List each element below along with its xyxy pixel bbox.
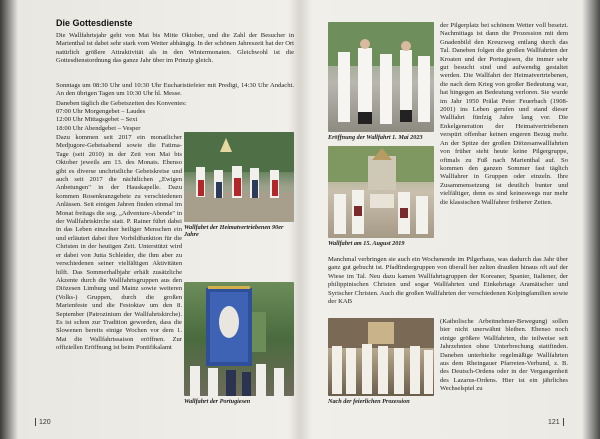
caption-august: Wallfahrt am 15. August 2019 [328, 240, 405, 247]
body-text: Dazu kommen seit 2017 ein monatlicher Medjugore-Gebetsabend sowie die Fatima-Tage (seit 2010) in der Zeit von Mai bis Oktober jeweils am 13. des Monats. Ebenso gibt es diverse unchristliche Gebetskreise und auch seit 2017 die nächtlichen „Ewigen Anbetungen" in der Hauskapelle. Dazu kommen Rosenkranzgebete zu verschiedenen Anlässen. Seit einigen Jahren finden einmal im Monat freitags die sog. „Adventure-Abende" in der Wallfahrtskirche statt. P. Rainer führt dabei in das Leben einzelner heiliger Menschen ein und erläutert dabei ihre Vorbildfunktion für die Christen in der heutigen Zeit. Unterstützt wird er dabei von Jutta Schleider, die ihm aber zu verschiedenen seiner vielfältigen Aktivitäten hilft. Das Sommerhalbjahr erhält zusätzliche Akzente durch die Wallfahrtsgruppen aus den Diözesen Limburg und Mainz sowie weiteren (Volks-) Gruppen, durch die großen Marienfeste und die Festoktav um den 8. September (Patrozinium der Wallfahrtskirche). Es ist schon zur Tradition geworden, dass die Slowenen bereits einige Wochen vor dem 1. Mai die Wallfahrtssaison eröffnen. Zur offiziellen Eröffnung ist beim Pontifikalamt [56, 134, 182, 352]
sunday-paragraph: Sonntags um 08:30 Uhr und 10:30 Uhr Eucharistiefeier mit Predigt, 14:30 Uhr Andacht. An den übrigen Tagen um 10:30 Uhr hl. Messe. [56, 82, 294, 98]
caption-eroeffnung: Eröffnung der Wallfahrt 1. Mai 2023 [328, 134, 423, 141]
left-page [18, 0, 300, 439]
prayer-schedule [56, 108, 145, 133]
caption-heimatvertriebene: Wallfahrt der Heimatvertriebenen 90er Jahre [184, 224, 284, 238]
photo-august [328, 146, 434, 238]
page-marker [35, 418, 36, 426]
photo-eroeffnung-art [328, 22, 434, 132]
photo-portugiesen-art [184, 282, 294, 396]
schedule-item: 07:00 Uhr Morgengebet – Laudes [56, 108, 146, 115]
intro-paragraph: Die Wallfahrtsjahr geht von Mai bis Mitte Oktober, und die Zahl der Besucher in Marienthal ist dabei sehr stark vom Wetter abhängig. In der schönen Jahreszeit hat der Ort natürlich größere Attraktivität als in den Wintermonaten. Gleichwohl ist die Gottesdienstordnung das ganze Jahr über im Prinzip gleich. [56, 32, 294, 65]
schedule-item: 18:00 Uhr Abendgebet – Vesper [56, 124, 141, 132]
right-column-text: der Pilgerplatz bei schönem Wetter voll besetzt. Nachmittags ist dann die Prozession mit dem Gnadenbild den Kreuzweg entlang durch das Tal. Daneben folgen die großen Wallfahrten der Kroaten und der Portugiesen, die immer sehr gut besucht sind und aufwendig gestaltet werden. Die Wallfahrt der Heimatvertriebenen, die nach dem Krieg von großer Bedeutung war, hat hingegen an Bedeutung verloren. Sie wurde im Jahr 1950 Prälat Peter Feuerbach (1908-2001) ins Leben gerufen und stand dieser Wallfahrt fünfzig Jahre lang vor. Die Enkelgeneration der Heimatvertriebenen verspürt offenbar keinen engeren Bezug mehr. An der Spitze der großen Diözesanwallfahrten von früher steht heute keine Pilgergruppe, oftmals zu Fuß nach Marienthal auf. So kommen den ganzen Sommer fast täglich Wallfahrer in Gruppen oder einzeln. Ihre Zusammensetzung ist deutlich bunter und vielfältiger, denn es sind keineswegs nur mehr die klassischen Wallfahrer früherer Zeiten. [440, 22, 568, 206]
page-number-left [32, 418, 51, 426]
page-title: Die Gottesdienste [56, 18, 133, 28]
page-number-text: 120 [39, 418, 51, 426]
right-page [306, 0, 576, 439]
photo-prozession-art [328, 318, 434, 396]
photo-eroeffnung [328, 22, 434, 132]
photo-prozession [328, 318, 434, 396]
photo-portugiesen [184, 282, 294, 396]
right-column-text-2: (Katholische Arbeitnehmer-Bewegung) sollen hier nicht unerwähnt bleiben. Ebenso noch einige größere Wallfahrten, die teilweise seit Jahrzehnten ohne Unterbrechung stattfinden. Daneben unterhielte regelmäßige Wallfahrten aus dem Rheingauer Pfarreien-Verbund, z. B. des Deutsch-Ordens oder in der Vergangenheit des Lazarus-Ordens. Hier ist ein jährliches Wechselspiel zu [440, 318, 568, 393]
right-full-text: Manchmal verbringen sie auch ein Wochenende im Pilgerhaus, was dadurch das Jahr über ganz gut gebucht ist. Pfadfindergruppen von überall her zelten draußen hinaus oft auf der Wiese im Tal. Neu dazu kamen Wallfahrtsgruppen der Koreaner, Spanier, Italiener, der philippinischen Christen und sogar Wallfahrten und Einkehrtage Aramäischer und Syrischer Christen. Auch die großen Wallfahrten der verschiedenen Kolpingfamilien sowie der KAB [328, 256, 568, 306]
caption-portugiesen: Wallfahrt der Portugiesen [184, 398, 251, 405]
page-number-right [548, 418, 567, 426]
page-marker [563, 418, 564, 426]
photo-august-art [328, 146, 434, 238]
caption-prozession: Nach der feierlichen Prozession [328, 398, 410, 405]
schedule-item: 12:00 Uhr Mittagsgebet – Sext [56, 116, 138, 124]
page-number-text: 121 [548, 418, 560, 426]
daily-paragraph: Daneben täglich die Gebetszeiten des Konventes: [56, 100, 187, 107]
float-spacer-1 [182, 134, 296, 246]
